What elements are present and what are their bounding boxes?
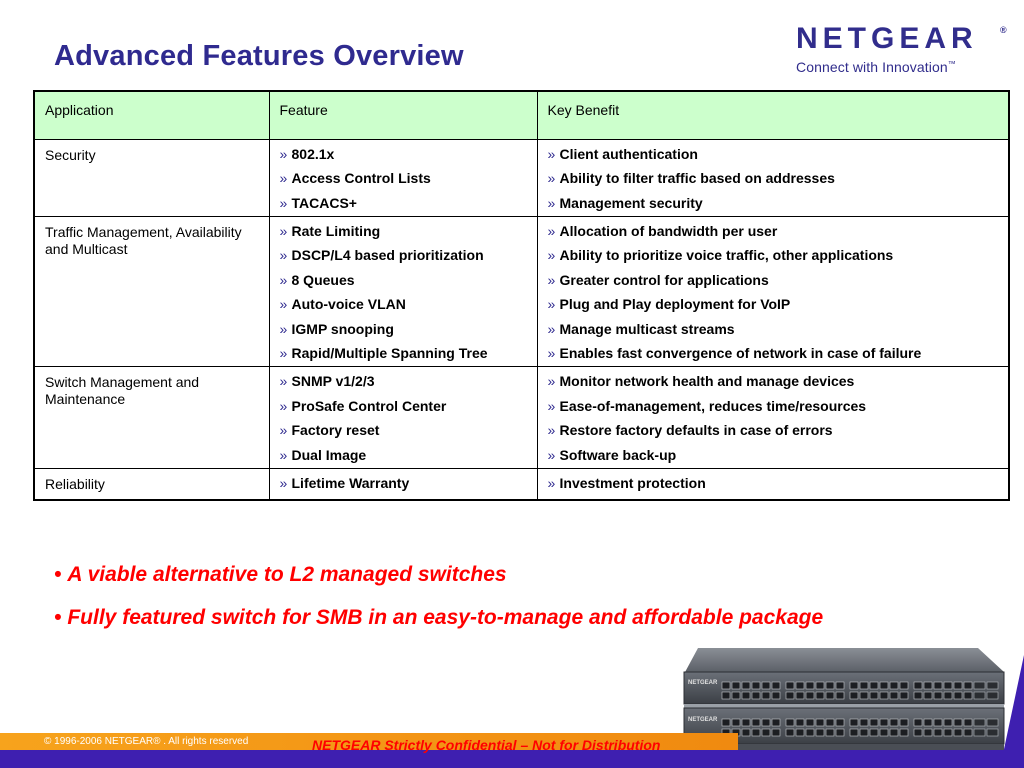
netgear-logo <box>796 22 1016 82</box>
benefit-item-text: Monitor network health and manage devices <box>559 373 855 389</box>
raquo-icon: » <box>279 247 288 263</box>
raquo-icon: » <box>279 170 288 186</box>
ethernet-port <box>934 682 942 689</box>
benefit-item <box>548 146 999 163</box>
ethernet-port <box>934 729 942 736</box>
benefit-item <box>548 195 999 212</box>
highlight-text: Fully featured switch for SMB in an easy-to-manage and affordable package <box>67 606 824 629</box>
feature-item <box>280 345 527 362</box>
ethernet-port <box>826 692 834 699</box>
ethernet-port <box>826 682 834 689</box>
switch-brand-label: NETGEAR <box>688 680 718 686</box>
ethernet-port <box>742 682 750 689</box>
ethernet-port <box>850 682 858 689</box>
raquo-icon: » <box>547 145 556 162</box>
feature-item-text: Factory reset <box>291 422 380 438</box>
ethernet-port <box>752 692 760 699</box>
feature-item-text: DSCP/L4 based prioritization <box>291 247 484 263</box>
ethernet-port <box>826 719 834 726</box>
logo-wordmark: NETGEAR <box>796 22 978 55</box>
ethernet-port <box>752 729 760 736</box>
feature-item <box>280 272 527 289</box>
raquo-icon: » <box>547 474 556 491</box>
highlight-list <box>54 563 823 649</box>
ethernet-port <box>944 719 952 726</box>
ethernet-port <box>850 692 858 699</box>
sfp-port <box>974 729 985 736</box>
features-table <box>33 90 1010 501</box>
ethernet-port <box>796 719 804 726</box>
ethernet-port <box>900 682 908 689</box>
benefit-item-text: Enables fast convergence of network in case of failure <box>559 345 922 361</box>
application-cell: Traffic Management, Availability and Multicast <box>34 216 269 367</box>
ethernet-port <box>806 729 814 736</box>
ethernet-port <box>914 682 922 689</box>
feature-item <box>280 195 527 212</box>
benefit-item <box>548 170 999 187</box>
ethernet-port <box>742 729 750 736</box>
sfp-port <box>974 692 985 699</box>
ethernet-port <box>772 692 780 699</box>
ethernet-port <box>806 682 814 689</box>
ethernet-port <box>890 729 898 736</box>
benefit-item <box>548 321 999 338</box>
benefit-cell-list <box>548 223 999 363</box>
header-application: Application <box>34 91 269 139</box>
raquo-icon: » <box>547 247 556 263</box>
sfp-port <box>987 682 998 689</box>
ethernet-port <box>954 719 962 726</box>
ethernet-port <box>722 692 730 699</box>
raquo-icon: » <box>279 422 288 438</box>
ethernet-port <box>964 719 972 726</box>
raquo-icon: » <box>279 474 288 491</box>
ethernet-port <box>860 692 868 699</box>
raquo-icon: » <box>547 194 556 211</box>
benefit-cell <box>537 468 1009 500</box>
feature-item-text: Lifetime Warranty <box>291 474 410 491</box>
raquo-icon: » <box>279 446 288 463</box>
raquo-icon: » <box>279 373 288 389</box>
raquo-icon: » <box>547 397 556 414</box>
highlight-item <box>54 563 823 587</box>
raquo-icon: » <box>279 320 288 337</box>
application-cell: Switch Management and Maintenance <box>34 367 269 469</box>
ethernet-port <box>934 719 942 726</box>
feature-item <box>280 447 527 464</box>
sfp-port <box>974 719 985 726</box>
ethernet-port <box>944 729 952 736</box>
slide-title: Advanced Features Overview <box>54 40 464 72</box>
benefit-item <box>548 422 999 439</box>
table-header-row <box>34 91 1009 139</box>
raquo-icon: » <box>547 296 556 312</box>
ethernet-port <box>786 729 794 736</box>
ethernet-port <box>722 719 730 726</box>
ethernet-port <box>732 692 740 699</box>
ethernet-port <box>924 682 932 689</box>
feature-cell <box>269 367 537 469</box>
benefit-item <box>548 373 999 390</box>
ethernet-port <box>870 682 878 689</box>
ethernet-port <box>954 729 962 736</box>
raquo-icon: » <box>547 422 556 438</box>
raquo-icon: » <box>279 345 288 361</box>
ethernet-port <box>742 719 750 726</box>
highlight-item <box>54 606 823 630</box>
feature-item <box>280 475 527 492</box>
ethernet-port <box>786 692 794 699</box>
raquo-icon: » <box>279 296 288 312</box>
ethernet-port <box>880 692 888 699</box>
raquo-icon: » <box>279 271 288 288</box>
bullet-dot: • <box>54 563 62 586</box>
ethernet-port <box>762 692 770 699</box>
ethernet-port <box>836 719 844 726</box>
ethernet-port <box>880 719 888 726</box>
ethernet-port <box>816 682 824 689</box>
raquo-icon: » <box>547 345 556 361</box>
benefit-cell-list <box>548 146 999 212</box>
table-row <box>34 139 1009 216</box>
raquo-icon: » <box>547 373 556 389</box>
ethernet-port <box>836 682 844 689</box>
ethernet-port <box>934 692 942 699</box>
ethernet-port <box>914 692 922 699</box>
ethernet-port <box>954 682 962 689</box>
feature-item-text: Rate Limiting <box>291 222 381 239</box>
feature-item-text: 802.1x <box>291 145 335 162</box>
ethernet-port <box>944 682 952 689</box>
application-cell: Reliability <box>34 468 269 500</box>
ethernet-port <box>964 692 972 699</box>
ethernet-port <box>964 729 972 736</box>
raquo-icon: » <box>547 320 556 337</box>
benefit-item-text: Ability to prioritize voice traffic, other applications <box>559 247 894 263</box>
ethernet-port <box>890 692 898 699</box>
feature-cell-list <box>280 373 527 464</box>
feature-item-text: Auto-voice VLAN <box>291 296 406 312</box>
ethernet-port <box>890 682 898 689</box>
ethernet-port <box>772 719 780 726</box>
ethernet-port <box>850 719 858 726</box>
benefit-item <box>548 247 999 264</box>
ethernet-port <box>806 692 814 699</box>
feature-cell <box>269 468 537 500</box>
ethernet-port <box>860 719 868 726</box>
benefit-item-text: Manage multicast streams <box>559 320 735 337</box>
logo-registered-mark: ® <box>1000 25 1007 35</box>
benefit-item-text: Investment protection <box>559 474 706 491</box>
feature-item-text: Rapid/Multiple Spanning Tree <box>291 345 488 361</box>
benefit-item <box>548 447 999 464</box>
ethernet-port <box>762 719 770 726</box>
ethernet-port <box>772 729 780 736</box>
ethernet-port <box>762 682 770 689</box>
ethernet-port <box>954 692 962 699</box>
raquo-icon: » <box>279 194 288 211</box>
benefit-item-text: Plug and Play deployment for VoIP <box>559 296 791 312</box>
logo-tagline-text: Connect with Innovation <box>796 59 948 75</box>
ethernet-port <box>836 729 844 736</box>
ethernet-port <box>900 719 908 726</box>
benefit-item-text: Ease-of-management, reduces time/resources <box>559 397 867 414</box>
ethernet-port <box>786 719 794 726</box>
header-key-benefit: Key Benefit <box>537 91 1009 139</box>
application-cell: Security <box>34 139 269 216</box>
table-row <box>34 216 1009 367</box>
ethernet-port <box>816 719 824 726</box>
ethernet-port <box>914 719 922 726</box>
ethernet-port <box>796 692 804 699</box>
feature-cell-list <box>280 146 527 212</box>
ethernet-port <box>860 682 868 689</box>
sfp-port <box>974 682 985 689</box>
ethernet-port <box>772 682 780 689</box>
feature-item <box>280 321 527 338</box>
benefit-item <box>548 223 999 240</box>
sfp-port <box>987 719 998 726</box>
benefit-cell <box>537 216 1009 367</box>
ethernet-port <box>860 729 868 736</box>
table-row <box>34 367 1009 469</box>
ethernet-port <box>732 719 740 726</box>
benefit-item-text: Client authentication <box>559 145 698 162</box>
logo-trademark: ™ <box>947 59 956 69</box>
ethernet-port <box>722 682 730 689</box>
raquo-icon: » <box>547 271 556 288</box>
benefit-cell <box>537 139 1009 216</box>
ethernet-port <box>944 692 952 699</box>
table-row <box>34 468 1009 500</box>
ethernet-port <box>870 692 878 699</box>
ethernet-port <box>816 692 824 699</box>
benefit-cell-list <box>548 373 999 464</box>
ethernet-port <box>924 729 932 736</box>
feature-item <box>280 247 527 264</box>
benefit-item-text: Management security <box>559 194 703 211</box>
feature-item-text: Dual Image <box>291 446 367 463</box>
table-body <box>34 139 1009 500</box>
ethernet-port <box>900 729 908 736</box>
feature-item <box>280 170 527 187</box>
benefit-item-text: Restore factory defaults in case of errors <box>559 422 833 438</box>
raquo-icon: » <box>279 222 288 239</box>
highlight-text: A viable alternative to L2 managed switches <box>67 563 507 586</box>
feature-item <box>280 422 527 439</box>
ethernet-port <box>752 682 760 689</box>
logo-tagline <box>796 59 956 75</box>
raquo-icon: » <box>547 170 556 186</box>
benefit-item <box>548 296 999 313</box>
benefit-item <box>548 345 999 362</box>
ethernet-port <box>826 729 834 736</box>
ethernet-port <box>752 719 760 726</box>
ethernet-port <box>796 729 804 736</box>
benefit-item <box>548 475 999 492</box>
ethernet-port <box>880 682 888 689</box>
feature-item <box>280 373 527 390</box>
ethernet-port <box>964 682 972 689</box>
ethernet-port <box>816 729 824 736</box>
bullet-dot: • <box>54 606 62 629</box>
benefit-cell-list <box>548 475 999 492</box>
ethernet-port <box>870 719 878 726</box>
raquo-icon: » <box>547 222 556 239</box>
ethernet-port <box>796 682 804 689</box>
copyright-text: © 1996-2006 NETGEAR® . All rights reserved <box>44 736 249 747</box>
confidential-notice: NETGEAR Strictly Confidential – Not for Distribution <box>312 737 661 753</box>
feature-item <box>280 146 527 163</box>
feature-item <box>280 296 527 313</box>
benefit-item-text: Software back-up <box>559 446 677 463</box>
ethernet-port <box>786 682 794 689</box>
benefit-item-text: Allocation of bandwidth per user <box>559 222 778 239</box>
raquo-icon: » <box>279 145 288 162</box>
benefit-item <box>548 398 999 415</box>
benefit-item-text: Greater control for applications <box>559 271 769 288</box>
feature-cell-list <box>280 475 527 492</box>
feature-item-text: IGMP snooping <box>291 320 394 337</box>
feature-item-text: ProSafe Control Center <box>291 397 447 414</box>
ethernet-port <box>850 729 858 736</box>
feature-item-text: 8 Queues <box>291 271 355 288</box>
feature-item-text: TACACS+ <box>291 194 357 211</box>
benefit-item <box>548 272 999 289</box>
feature-item <box>280 398 527 415</box>
ethernet-port <box>762 729 770 736</box>
ethernet-port <box>836 692 844 699</box>
ethernet-port <box>900 692 908 699</box>
feature-item <box>280 223 527 240</box>
benefit-item-text: Ability to filter traffic based on addresses <box>559 170 835 186</box>
switch-brand-label: NETGEAR <box>688 717 718 723</box>
header-feature: Feature <box>269 91 537 139</box>
raquo-icon: » <box>279 397 288 414</box>
ethernet-port <box>890 719 898 726</box>
ethernet-port <box>924 692 932 699</box>
sfp-port <box>987 692 998 699</box>
ethernet-port <box>742 692 750 699</box>
ethernet-port <box>914 729 922 736</box>
ethernet-port <box>924 719 932 726</box>
ethernet-port <box>870 729 878 736</box>
feature-item-text: Access Control Lists <box>291 170 431 186</box>
feature-cell <box>269 139 537 216</box>
ethernet-port <box>732 682 740 689</box>
sfp-port <box>987 729 998 736</box>
ethernet-port <box>806 719 814 726</box>
benefit-cell <box>537 367 1009 469</box>
feature-cell <box>269 216 537 367</box>
raquo-icon: » <box>547 446 556 463</box>
ethernet-port <box>880 729 888 736</box>
feature-cell-list <box>280 223 527 363</box>
feature-item-text: SNMP v1/2/3 <box>291 373 375 389</box>
